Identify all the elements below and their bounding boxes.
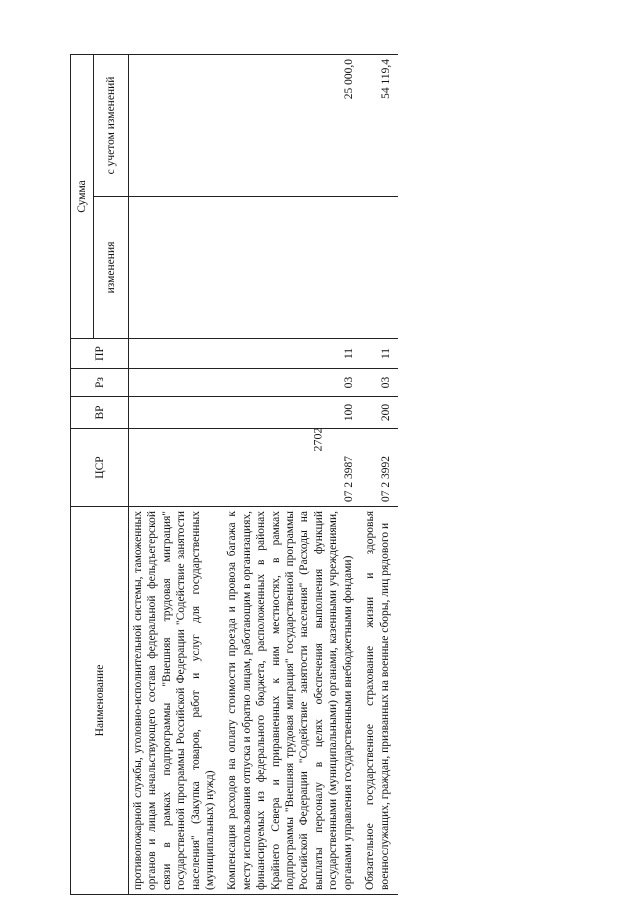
row-rz — [129, 369, 224, 397]
table-row — [361, 54, 398, 894]
header-rz: Рз — [71, 369, 129, 397]
header-vr: ВР — [71, 397, 129, 429]
row-vr — [129, 397, 224, 429]
table-row — [223, 54, 361, 894]
header-sum: Сумма — [71, 54, 94, 338]
row-rz: 03 — [223, 369, 361, 397]
row-csr — [129, 429, 224, 507]
budget-table — [70, 54, 398, 895]
header-name: Наименование — [71, 507, 129, 895]
row-changes — [129, 197, 224, 339]
header-with-changes: с учетом изменений — [94, 54, 129, 196]
row-name: противопожарной службы, уголовно-исполнительной системы, таможенных органов и лицам начальствующего состава федеральной фельдъегерской связи в рамках подпрограммы "Внешняя трудовая миграция" государственной программы Российской Федерации "Содействие занятости населения" (Закупка товаров, работ и услуг для государственных (муниципальных) нужд) — [129, 507, 224, 895]
row-vr: 100 — [223, 397, 361, 429]
row-name: Компенсация расходов на оплату стоимости проезда и провоза багажа к месту использования отпуска и обратно лицам, работающим в организациях, финансируемых из федерального бюджета, расположенных в районах Крайнего Севера и приравненных к ним местностях, в рамках подпрограммы "Внешняя трудовая миграция" государственной программы Российской Федерации "Содействие занятости населения" (Расходы на выплаты персоналу в целях обеспечения выполнения функций государственными (муниципальными) органами, казенными учреждениями, органами управления государственными внебюджетными фондами) — [223, 507, 361, 895]
row-with-changes — [129, 54, 224, 196]
row-changes — [223, 197, 361, 339]
row-pr: 11 — [361, 339, 398, 369]
row-with-changes: 54 119,4 — [361, 54, 398, 196]
page-number: 2702 — [310, 427, 325, 452]
header-changes: изменения — [94, 197, 129, 339]
row-pr — [129, 339, 224, 369]
rotated-page-content — [70, 55, 630, 895]
row-csr: 07 2 3987 — [223, 429, 361, 507]
row-name: Обязательное государственное страхование жизни и здоровья военнослужащих, граждан, призванных на военные сборы, лиц рядового и — [361, 507, 398, 895]
row-rz: 03 — [361, 369, 398, 397]
row-pr: 11 — [223, 339, 361, 369]
header-pr: ПР — [71, 339, 129, 369]
row-changes — [361, 197, 398, 339]
table-row — [129, 54, 224, 894]
row-vr: 200 — [361, 397, 398, 429]
header-csr: ЦСР — [71, 429, 129, 507]
row-with-changes: 25 000,0 — [223, 54, 361, 196]
row-csr: 07 2 3992 — [361, 429, 398, 507]
